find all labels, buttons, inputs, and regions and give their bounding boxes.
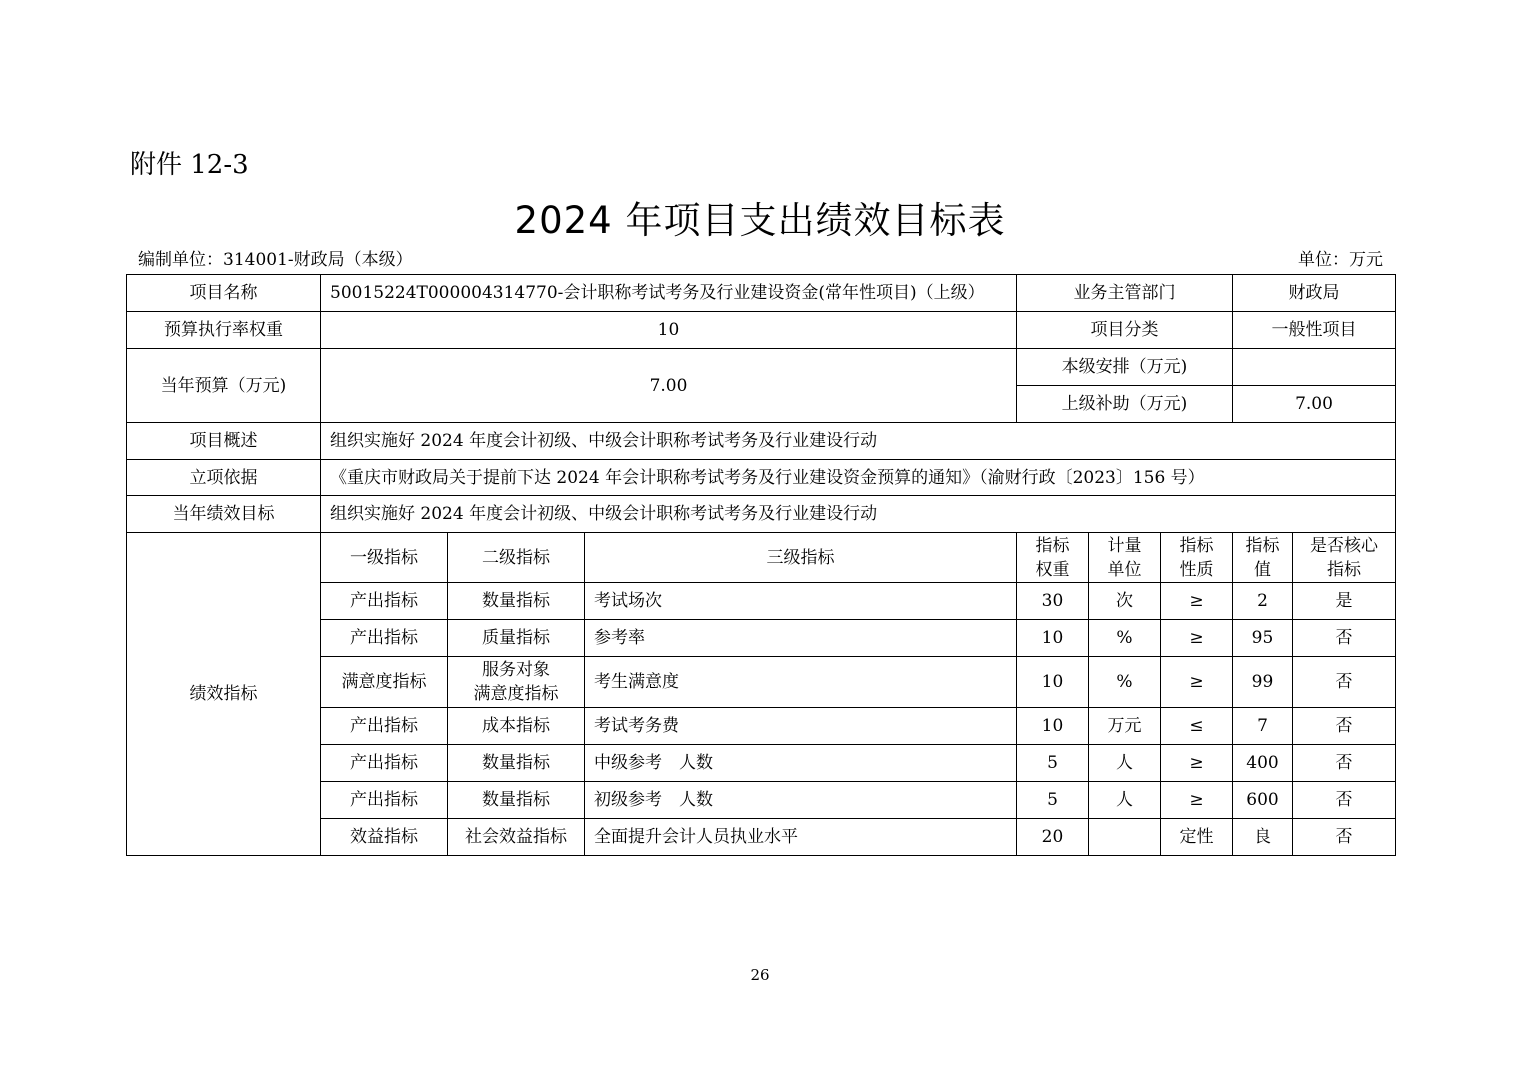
level3-cell: 参考率 bbox=[585, 620, 1017, 657]
indicator-header-row bbox=[127, 533, 1396, 583]
unit-cell: 次 bbox=[1089, 583, 1161, 620]
level2-cell: 质量指标 bbox=[448, 620, 585, 657]
weight-cell: 10 bbox=[1017, 657, 1089, 708]
row-goal bbox=[127, 496, 1396, 533]
level1-header: 一级指标 bbox=[321, 533, 448, 583]
nature-header: 指标 性质 bbox=[1161, 533, 1233, 583]
level3-cell: 初级参考 人数 bbox=[585, 782, 1017, 819]
budget-value: 7.00 bbox=[321, 349, 1017, 423]
value-cell: 99 bbox=[1233, 657, 1293, 708]
project-name-value: 50015224T000004314770-会计职称考试考务及行业建设资金(常年性项目)（上级） bbox=[321, 275, 1017, 312]
attachment-label: 附件 12-3 bbox=[130, 150, 249, 180]
unit-header: 计量 单位 bbox=[1089, 533, 1161, 583]
nature-cell: ≥ bbox=[1161, 745, 1233, 782]
level1-cell: 产出指标 bbox=[321, 708, 448, 745]
overview-value: 组织实施好 2024 年度会计初级、中级会计职称考试考务及行业建设行动 bbox=[321, 423, 1396, 460]
goal-label: 当年绩效目标 bbox=[127, 496, 321, 533]
level2-header: 二级指标 bbox=[448, 533, 585, 583]
core-cell: 否 bbox=[1293, 708, 1396, 745]
basis-label: 立项依据 bbox=[127, 460, 321, 496]
project-name-label: 项目名称 bbox=[127, 275, 321, 312]
local-value bbox=[1233, 349, 1396, 386]
local-label: 本级安排（万元) bbox=[1017, 349, 1233, 386]
currency-unit: 单位：万元 bbox=[1298, 250, 1383, 270]
unit-cell: 人 bbox=[1089, 745, 1161, 782]
superior-label: 上级补助（万元) bbox=[1017, 386, 1233, 423]
weight-cell: 30 bbox=[1017, 583, 1089, 620]
level1-cell: 产出指标 bbox=[321, 620, 448, 657]
level3-cell: 中级参考 人数 bbox=[585, 745, 1017, 782]
unit-cell: 万元 bbox=[1089, 708, 1161, 745]
level3-cell: 考试场次 bbox=[585, 583, 1017, 620]
weight-cell: 10 bbox=[1017, 620, 1089, 657]
weight-cell: 10 bbox=[1017, 708, 1089, 745]
level1-cell: 满意度指标 bbox=[321, 657, 448, 708]
core-header: 是否核心 指标 bbox=[1293, 533, 1396, 583]
nature-cell: ≥ bbox=[1161, 620, 1233, 657]
weight-cell: 20 bbox=[1017, 819, 1089, 856]
level2-cell: 数量指标 bbox=[448, 583, 585, 620]
level1-cell: 产出指标 bbox=[321, 745, 448, 782]
value-cell: 400 bbox=[1233, 745, 1293, 782]
budget-label: 当年预算（万元) bbox=[127, 349, 321, 423]
weight-cell: 5 bbox=[1017, 782, 1089, 819]
core-cell: 否 bbox=[1293, 657, 1396, 708]
level3-cell: 考生满意度 bbox=[585, 657, 1017, 708]
row-overview bbox=[127, 423, 1396, 460]
category-value: 一般性项目 bbox=[1233, 312, 1396, 349]
level3-cell: 考试考务费 bbox=[585, 708, 1017, 745]
weight-header: 指标 权重 bbox=[1017, 533, 1089, 583]
basis-value: 《重庆市财政局关于提前下达 2024 年会计职称考试考务及行业建设资金预算的通知》（渝财行政〔2023〕156 号） bbox=[321, 460, 1396, 496]
indicator-section-label: 绩效指标 bbox=[127, 533, 321, 856]
value-cell: 600 bbox=[1233, 782, 1293, 819]
level3-header: 三级指标 bbox=[585, 533, 1017, 583]
core-cell: 是 bbox=[1293, 583, 1396, 620]
core-cell: 否 bbox=[1293, 819, 1396, 856]
nature-cell: ≥ bbox=[1161, 657, 1233, 708]
compile-unit: 编制单位：314001-财政局（本级） bbox=[138, 250, 413, 270]
unit-cell: % bbox=[1089, 620, 1161, 657]
nature-cell: ≥ bbox=[1161, 583, 1233, 620]
level2-cell: 服务对象 满意度指标 bbox=[448, 657, 585, 708]
unit-cell: 人 bbox=[1089, 782, 1161, 819]
row-budget bbox=[127, 349, 1396, 386]
level1-cell: 产出指标 bbox=[321, 583, 448, 620]
level2-cell: 社会效益指标 bbox=[448, 819, 585, 856]
nature-cell: ≤ bbox=[1161, 708, 1233, 745]
dept-label: 业务主管部门 bbox=[1017, 275, 1233, 312]
level1-cell: 效益指标 bbox=[321, 819, 448, 856]
core-cell: 否 bbox=[1293, 745, 1396, 782]
nature-cell: 定性 bbox=[1161, 819, 1233, 856]
value-cell: 7 bbox=[1233, 708, 1293, 745]
row-project-name bbox=[127, 275, 1396, 312]
goal-value: 组织实施好 2024 年度会计初级、中级会计职称考试考务及行业建设行动 bbox=[321, 496, 1396, 533]
nature-cell: ≥ bbox=[1161, 782, 1233, 819]
level2-cell: 数量指标 bbox=[448, 782, 585, 819]
weight-label: 预算执行率权重 bbox=[127, 312, 321, 349]
level2-cell: 成本指标 bbox=[448, 708, 585, 745]
value-cell: 良 bbox=[1233, 819, 1293, 856]
superior-value: 7.00 bbox=[1233, 386, 1396, 423]
core-cell: 否 bbox=[1293, 620, 1396, 657]
weight-value: 10 bbox=[321, 312, 1017, 349]
unit-cell: % bbox=[1089, 657, 1161, 708]
value-cell: 95 bbox=[1233, 620, 1293, 657]
page-number: 26 bbox=[750, 966, 770, 984]
level3-cell: 全面提升会计人员执业水平 bbox=[585, 819, 1017, 856]
category-label: 项目分类 bbox=[1017, 312, 1233, 349]
row-basis bbox=[127, 460, 1396, 496]
value-cell: 2 bbox=[1233, 583, 1293, 620]
weight-cell: 5 bbox=[1017, 745, 1089, 782]
performance-table bbox=[126, 274, 1396, 856]
level2-cell: 数量指标 bbox=[448, 745, 585, 782]
overview-label: 项目概述 bbox=[127, 423, 321, 460]
level1-cell: 产出指标 bbox=[321, 782, 448, 819]
unit-cell bbox=[1089, 819, 1161, 856]
row-weight bbox=[127, 312, 1396, 349]
page-title: 2024 年项目支出绩效目标表 bbox=[514, 199, 1006, 242]
value-header: 指标 值 bbox=[1233, 533, 1293, 583]
core-cell: 否 bbox=[1293, 782, 1396, 819]
dept-value: 财政局 bbox=[1233, 275, 1396, 312]
